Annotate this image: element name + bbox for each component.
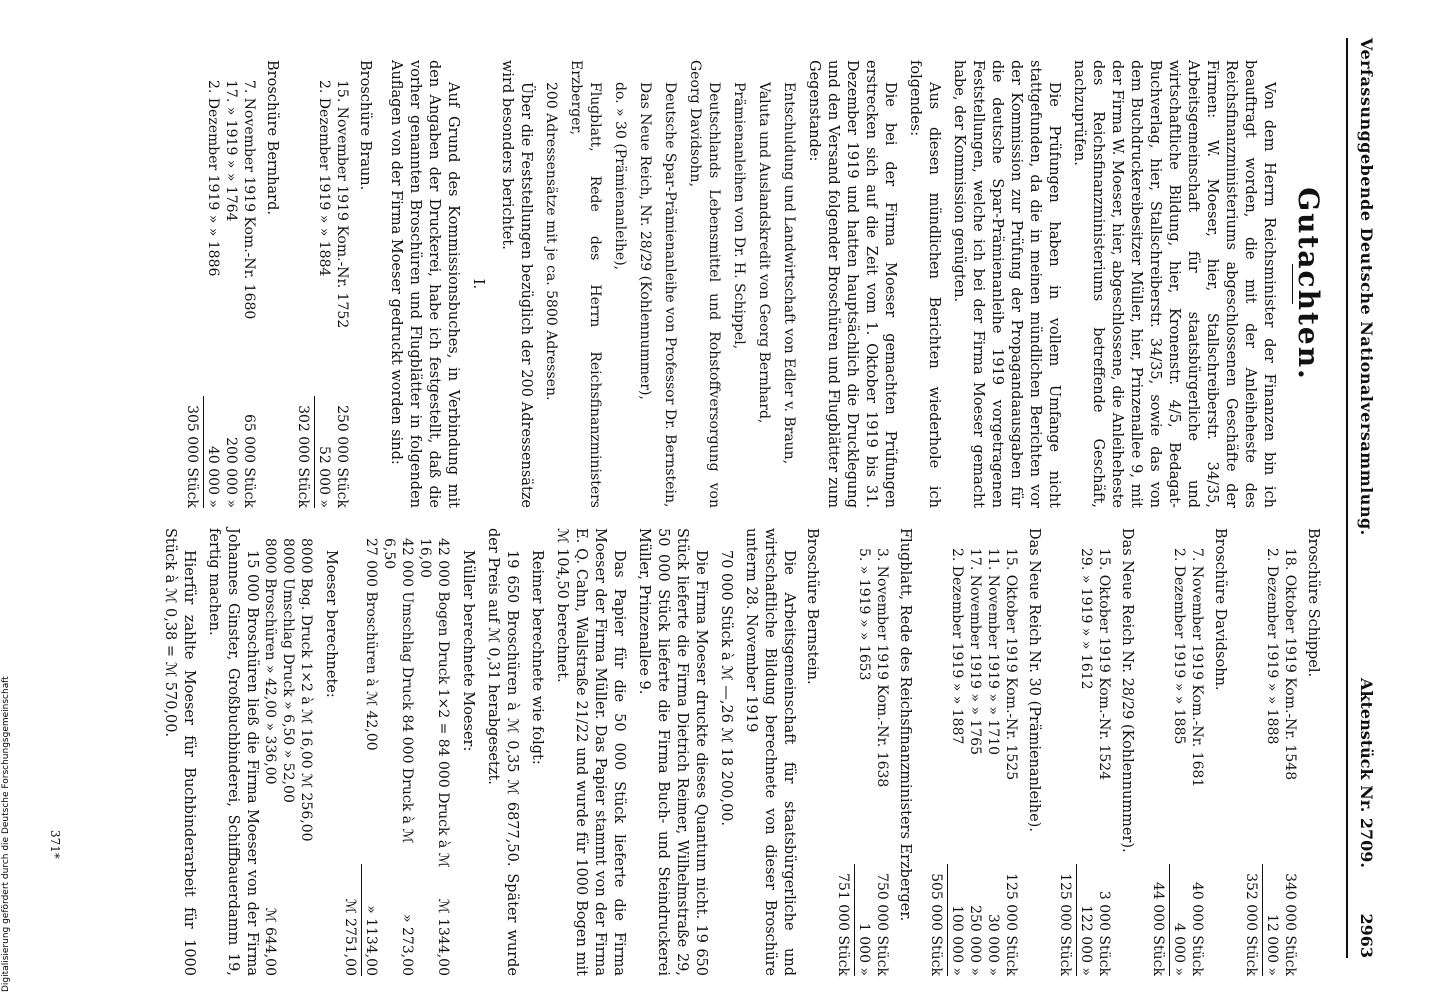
row-total: 751 000 Stück (833, 864, 855, 976)
table-row (1188, 528, 1206, 976)
row-desc: 11. November 1919 » » 1710 (985, 548, 1001, 755)
list-item: Valuta und Auslandskredit von Georg Bernhard, (756, 82, 772, 424)
row-value: 12 000 » (1264, 913, 1280, 976)
list-item: Flugblatt, Rede des Herrn Reichsfinanzministers Erzberger, (568, 60, 603, 508)
paragraph: Von dem Herrn Reichsminister der Finanzen bin ich beauftragt worden, die mit der Anleiheheste des Reichsfinanzministeriums abgeschlossenen Geschäfte der Firmen: W. Moeser, hier, Stallschreiberstr. 34/35, Arbeitsgemeinschaft für staatsbürgerliche und wirtschaftliche Bildung, hier, Kronenstr. 4/5, Bedagat-Buchverlag, hier, Stallschreiberstr. 34/35, sowie das von dem Buchdruckereibesitzer Müller, hier, Prinzenallee 9, mit der Firma W. Moeser, hier, abgeschlossene, die Anleiheheste des Reichsfinanzministeriums betreffende Geschäft, nachzuprüfen. (1071, 60, 1277, 508)
page-title: Gutachten. (1292, 187, 1325, 381)
entry-heading: Flugblatt, Rede des Reichsfinanzministers Erzberger. (897, 528, 913, 922)
table-row (966, 528, 984, 976)
entry-heading: Broschüre Davidsohn. (1212, 528, 1228, 691)
row-desc: 2. Dezember 1919 » » 1885 (1171, 548, 1187, 745)
right-column (154, 528, 1334, 976)
row-value: 750 000 Stück (874, 873, 890, 976)
row-total: 305 000 Stück (182, 396, 204, 508)
calc-row (362, 528, 380, 976)
paragraph: Aus diesen mündlichen Berichten wiederhole ich folgendes: (907, 60, 942, 508)
row-desc: 2. Dezember 1919 » » 1887 (949, 548, 965, 745)
paragraph: Auf Grund des Kommissionsbuches, in Verbindung mit den Angaben der Druckerei, habe ich festgestellt, daß die vorher genannten Broschüren und Flugblätter in folgenden Auflagen von der Firma Moeser gedruckt worden sind: (388, 60, 461, 508)
row-value: 4 000 » (1171, 922, 1187, 976)
paragraph: Müller berechnete Moeser: (460, 550, 476, 752)
row-value: 3 000 Stück (1096, 890, 1112, 976)
calc-row (380, 528, 416, 976)
list-item: do. » 30 (Prämienanleihe), (612, 82, 628, 271)
folio-number: 371* (48, 830, 62, 859)
paragraph: Die Arbeitsgemeinschaft für staatsbürgerliche und wirtschaftliche Bildung berechnete von dieser Broschüre unterm 28. November 1919 (743, 528, 797, 976)
calc-desc: 8000 Umschlag Druck » 6,50 » 52,00 (280, 538, 296, 803)
row-value: 1 000 » (856, 922, 872, 976)
list-item: Prämienanleihen von Dr. H. Schippel, (731, 82, 747, 350)
row-value: 122 000 » (1078, 905, 1094, 976)
row-desc: 7. November 1919 Kom.-Nr. 1681 (1189, 548, 1205, 788)
row-desc: 7. November 1919 Kom.-Nr. 1680 (241, 80, 257, 320)
list-item: Deutschlands Lebensmittel und Rohstoffversorgung von Georg Davidsohn, (687, 60, 722, 508)
row-value: 200 000 » (223, 437, 239, 508)
header-aktenstueck: Aktenstück Nr. 2709. (1357, 678, 1376, 868)
calc-value (279, 876, 297, 976)
table-row (984, 528, 1002, 976)
row-desc: 3. November 1919 Kom.-Nr. 1638 (874, 548, 890, 788)
row-value: 30 000 » (985, 913, 1001, 976)
calc-value: ℳ 644,00 (262, 907, 278, 976)
calc-row (416, 528, 452, 976)
row-value: 65 000 Stück (241, 414, 257, 508)
paragraph: Die Firma Moeser druckte dieses Quantum nicht. 19 650 Stück lieferte die Firma Dietrich Reimer, Wilhelmstraße 29, 50 000 Stück lieferte die Firma Buch- und Steindruckerei Müller, Prinzenallee 9. (636, 528, 709, 976)
paragraph: Die Prüfungen haben in vollem Umfange nicht stattgefunden, da die in meinen mündlichen Berichten vor der Kommission zur Prüfung der Propagandaausgaben für die deutsche Spar-Prämienanleihe 1919 vorgetragenen Feststellungen, welche ich bei der Firma Moeser gemacht habe, der Kommission genügten. (951, 60, 1062, 508)
table-row (1170, 528, 1188, 976)
row-desc: 17. » 1919 » » 1764 (223, 80, 239, 222)
left-column (182, 60, 1334, 508)
list-item: Deutsche Spar-Prämienanleihe von Professor Dr. Bernstein, (662, 82, 678, 508)
calc-value: ℳ 1344,00 (435, 898, 451, 976)
row-desc: 5. » 1919 » » 1653 (856, 548, 872, 681)
paragraph: Über die Feststellungen bezüglich der 200 Adressensätze wird besonders berichtet. (499, 60, 534, 508)
row-value: 250 000 » (967, 905, 983, 976)
table-row (1095, 528, 1113, 976)
calc-total: ℳ 2751,00 (340, 864, 362, 976)
table-row (333, 60, 351, 508)
row-total: 302 000 Stück (293, 396, 315, 508)
table-row (1002, 528, 1020, 976)
calc-value: » 1134,00 (363, 905, 379, 976)
row-value: 52 000 » (316, 445, 332, 508)
entry-heading: Broschüre Braun. (357, 60, 373, 191)
digitization-stamp (0, 604, 12, 996)
row-desc: 2. Dezember 1919 » » 1886 (205, 80, 221, 277)
calc-row (297, 528, 315, 976)
entry-heading: Das Neue Reich Nr. 30 (Prämienanleihe). (1026, 528, 1042, 832)
row-desc: 2. Dezember 1919 » » 1888 (1264, 548, 1280, 745)
list-item: Entschuldung und Landwirtschaft von Edler v. Braun, (781, 82, 797, 465)
calc-desc: 42 000 Umschlag Druck 84 000 Druck à ℳ 6,50 (381, 538, 415, 844)
paragraph: 15 000 Broschüren ließ die Firma Moeser von der Firma Johannes Ginster, Großbuchbinderei, Schiffbauerdamm 19, fertig machen. (206, 528, 260, 976)
row-total: 352 000 Stück (1241, 864, 1263, 976)
paragraph: Reimer berechnete wie folgt: (529, 550, 545, 765)
row-value: 250 000 Stück (334, 405, 350, 508)
entry-heading: Das Neue Reich Nr. 28/29 (Kohlennummer). (1119, 528, 1135, 853)
entry-heading: Broschüre Schippel. (1305, 528, 1321, 678)
table-row (948, 528, 966, 976)
calc-value (297, 876, 315, 976)
row-total: 44 000 Stück (1148, 864, 1170, 976)
row-desc: 15. Oktober 1919 Kom.-Nr. 1524 (1096, 548, 1112, 781)
row-desc: 18. Oktober 1919 Kom.-Nr. 1548 (1282, 548, 1298, 781)
row-value: 100 000 » (949, 905, 965, 976)
row-value: 125 000 Stück (1003, 873, 1019, 976)
calc-row (261, 528, 279, 976)
table-row (204, 60, 222, 508)
paragraph: Moeser berechnete: (323, 550, 339, 698)
row-value: 40 000 » (205, 445, 221, 508)
entry-heading: Broschüre Bernstein. (804, 528, 820, 685)
page-number: 2963 (1357, 913, 1376, 958)
table-row (315, 60, 333, 508)
paragraph: Die bei der Firma Moeser gemachten Prüfungen erstrecken sich auf die Zeit vom 1. Oktober 1919 bis 31. Dezember 1919 und hatten hauptsächlich die Drucklegung und den Versand folgender Broschüren und Flugblätter zum Gegenstande: (806, 60, 898, 508)
row-total: 125 000 Stück (1055, 864, 1077, 976)
calc-value: » 273,00 (399, 913, 415, 976)
table-row (855, 528, 873, 976)
table-row (240, 60, 258, 508)
paragraph: Das Papier für die 50 000 Stück lieferte die Firma Moeser der Firma Müller. Das Papier stammt von der Firma E. Q. Cahn, Wallstraße 21/22 und wurde für 1000 Bogen mit ℳ 104,50 berechnet. (554, 528, 627, 976)
row-desc: 17. November 1919 » » 1765 (967, 548, 983, 755)
row-desc: 15. Oktober 1919 Kom.-Nr. 1525 (1003, 548, 1019, 781)
paragraph: 19 650 Broschüren à ℳ 0,35 ℳ 6877,50. Später wurde der Preis auf ℳ 0,31 herabgesetzt. (485, 528, 520, 976)
row-desc: 29. » 1919 » » 1612 (1078, 548, 1094, 690)
calc-row (279, 528, 297, 976)
paragraph: Hierfür zahlte Moeser für Buchbinderarbeit für 1000 Stück à ℳ 0,38 = ℳ 570,00. (162, 528, 197, 976)
section-number: I. (470, 278, 486, 290)
header-left: Verfassunggebende Deutsche Nationalversammlung. (1357, 38, 1376, 536)
paragraph: 70 000 Stück à ℳ —,26 ℳ 18 200,00. (718, 550, 734, 827)
entry-heading: Broschüre Bernhard. (264, 60, 280, 215)
calc-desc: 8000 Bog. Druck 1×2 à ℳ 16,00 ℳ 256,00 (298, 538, 314, 842)
list-item: 200 Adressensätze mit je ca. 5800 Adressen. (543, 82, 559, 401)
calc-desc: 8000 Broschüren » 42,00 » 336,00 (262, 538, 278, 785)
table-row (222, 60, 240, 508)
table-row (1077, 528, 1095, 976)
table-row (1263, 528, 1281, 976)
digitization-stamp-text: Digitalisierung gefördert durch die Deutsche Forschungsgemeinschaft (1, 676, 11, 992)
list-item: Das Neue Reich, Nr. 28/29 (Kohlennummer), (637, 82, 653, 400)
row-desc: 15. November 1919 Kom.-Nr. 1752 (334, 80, 350, 329)
row-value: 340 000 Stück (1282, 873, 1298, 976)
calc-desc: 42 000 Bogen Druck 1×2 = 84 000 Druck à ℳ 16,00 (417, 538, 451, 868)
row-total: 505 000 Stück (926, 864, 948, 976)
calc-desc: 27 000 Broschüren à ℳ 42,00 (363, 538, 379, 751)
running-header (1346, 38, 1382, 958)
row-desc: 2. Dezember 1919 » » 1884 (316, 80, 332, 277)
table-row (1281, 528, 1299, 976)
table-row (873, 528, 891, 976)
row-value: 40 000 Stück (1189, 882, 1205, 976)
